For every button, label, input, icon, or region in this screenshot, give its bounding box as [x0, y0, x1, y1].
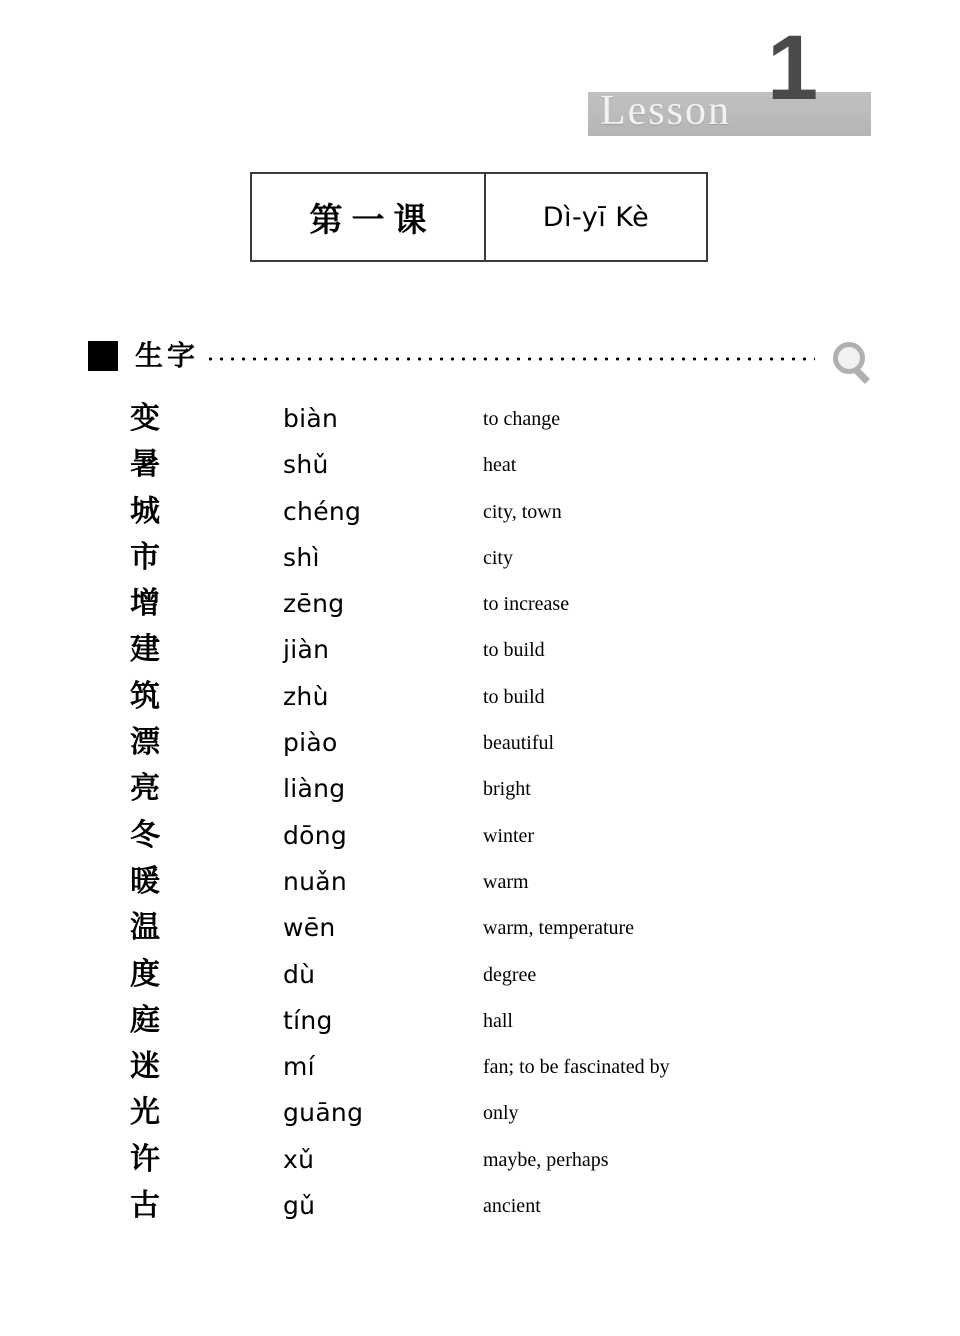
vocabulary-english: ancient [483, 1195, 541, 1218]
vocabulary-row [0, 861, 960, 907]
vocabulary-character: 筑 [130, 678, 160, 714]
vocabulary-pinyin: shì [283, 542, 320, 572]
vocabulary-character: 建 [130, 632, 160, 668]
vocabulary-character: 度 [130, 956, 160, 992]
vocabulary-pinyin: piào [283, 728, 338, 758]
vocabulary-pinyin: biàn [283, 404, 339, 433]
vocabulary-character: 暑 [130, 447, 160, 483]
vocabulary-pinyin: tíng [283, 1005, 333, 1035]
vocabulary-pinyin: dù [283, 959, 316, 989]
vocabulary-row [0, 444, 960, 490]
vocabulary-character: 漂 [130, 725, 160, 761]
vocabulary-pinyin: chéng [283, 496, 362, 526]
vocabulary-english: heat [483, 454, 517, 477]
vocabulary-character: 迷 [130, 1049, 160, 1085]
vocabulary-pinyin: nuǎn [283, 866, 348, 896]
vocabulary-english: warm [483, 870, 529, 893]
lesson-title-chinese-cell [252, 174, 486, 260]
section-header [88, 334, 888, 390]
vocabulary-english: degree [483, 963, 537, 986]
vocabulary-character: 古 [130, 1188, 160, 1224]
vocabulary-pinyin: zēng [283, 589, 345, 619]
vocabulary-row [0, 676, 960, 722]
vocabulary-english: to build [483, 639, 545, 662]
vocabulary-pinyin: liàng [283, 774, 346, 804]
vocabulary-character: 许 [130, 1141, 160, 1177]
vocabulary-pinyin: mí [283, 1052, 315, 1082]
vocabulary-row [0, 1046, 960, 1092]
lesson-number: 1 [767, 17, 819, 119]
vocabulary-character: 亮 [130, 771, 160, 807]
lesson-title-chinese: 第一课 [309, 199, 436, 239]
vocabulary-pinyin: guāng [283, 1098, 364, 1128]
vocabulary-english: city [483, 546, 513, 569]
vocabulary-character: 变 [130, 401, 160, 436]
section-bullet-square-icon [88, 341, 118, 371]
vocabulary-character: 暖 [130, 863, 160, 899]
vocabulary-row [0, 491, 960, 537]
vocabulary-pinyin: jiàn [283, 635, 330, 665]
vocabulary-row [0, 1000, 960, 1046]
vocabulary-character: 冬 [130, 817, 160, 853]
vocabulary-english: beautiful [483, 732, 555, 755]
vocabulary-english: fan; to be fascinated by [483, 1056, 670, 1079]
vocabulary-row [0, 954, 960, 1000]
vocabulary-character: 光 [130, 1095, 160, 1131]
vocabulary-row [0, 537, 960, 583]
vocabulary-character: 城 [130, 493, 160, 529]
vocabulary-pinyin: wēn [283, 913, 336, 943]
vocabulary-pinyin: shǔ [283, 450, 329, 480]
vocabulary-character: 庭 [130, 1002, 160, 1038]
vocabulary-english: winter [483, 824, 535, 847]
vocabulary-english: only [483, 1102, 519, 1125]
vocabulary-english: to increase [483, 593, 570, 616]
vocabulary-english: maybe, perhaps [483, 1148, 609, 1171]
vocabulary-character: 市 [130, 539, 160, 575]
vocabulary-english: city, town [483, 500, 562, 523]
vocabulary-character: 温 [130, 910, 160, 946]
vocabulary-english: hall [483, 1009, 513, 1032]
vocabulary-pinyin: xǔ [283, 1144, 315, 1174]
vocabulary-pinyin: gǔ [283, 1191, 316, 1221]
vocabulary-row [0, 583, 960, 629]
section-title: 生字 [135, 339, 200, 372]
vocabulary-row [0, 1139, 960, 1185]
vocabulary-row [0, 722, 960, 768]
vocabulary-english: warm, temperature [483, 917, 635, 940]
magnifier-icon [824, 334, 880, 390]
vocabulary-english: to build [483, 685, 545, 708]
lesson-title-pinyin-cell [486, 174, 706, 260]
vocabulary-row [0, 1185, 960, 1231]
vocabulary-english: bright [483, 778, 531, 801]
vocabulary-row [0, 768, 960, 814]
vocabulary-list [0, 398, 960, 1231]
vocabulary-row [0, 629, 960, 675]
vocabulary-row [0, 907, 960, 953]
vocabulary-row [0, 1092, 960, 1138]
lesson-title-pinyin: Dì-yī Kè [542, 201, 650, 233]
vocabulary-english: to change [483, 408, 561, 430]
vocabulary-row [0, 398, 960, 444]
vocabulary-character: 增 [130, 586, 160, 622]
vocabulary-row [0, 815, 960, 861]
lesson-title-box [250, 172, 708, 262]
vocabulary-pinyin: zhù [283, 681, 329, 711]
section-dotted-leader [205, 356, 815, 362]
lesson-label: Lesson [600, 88, 731, 134]
vocabulary-pinyin: dōng [283, 820, 348, 850]
